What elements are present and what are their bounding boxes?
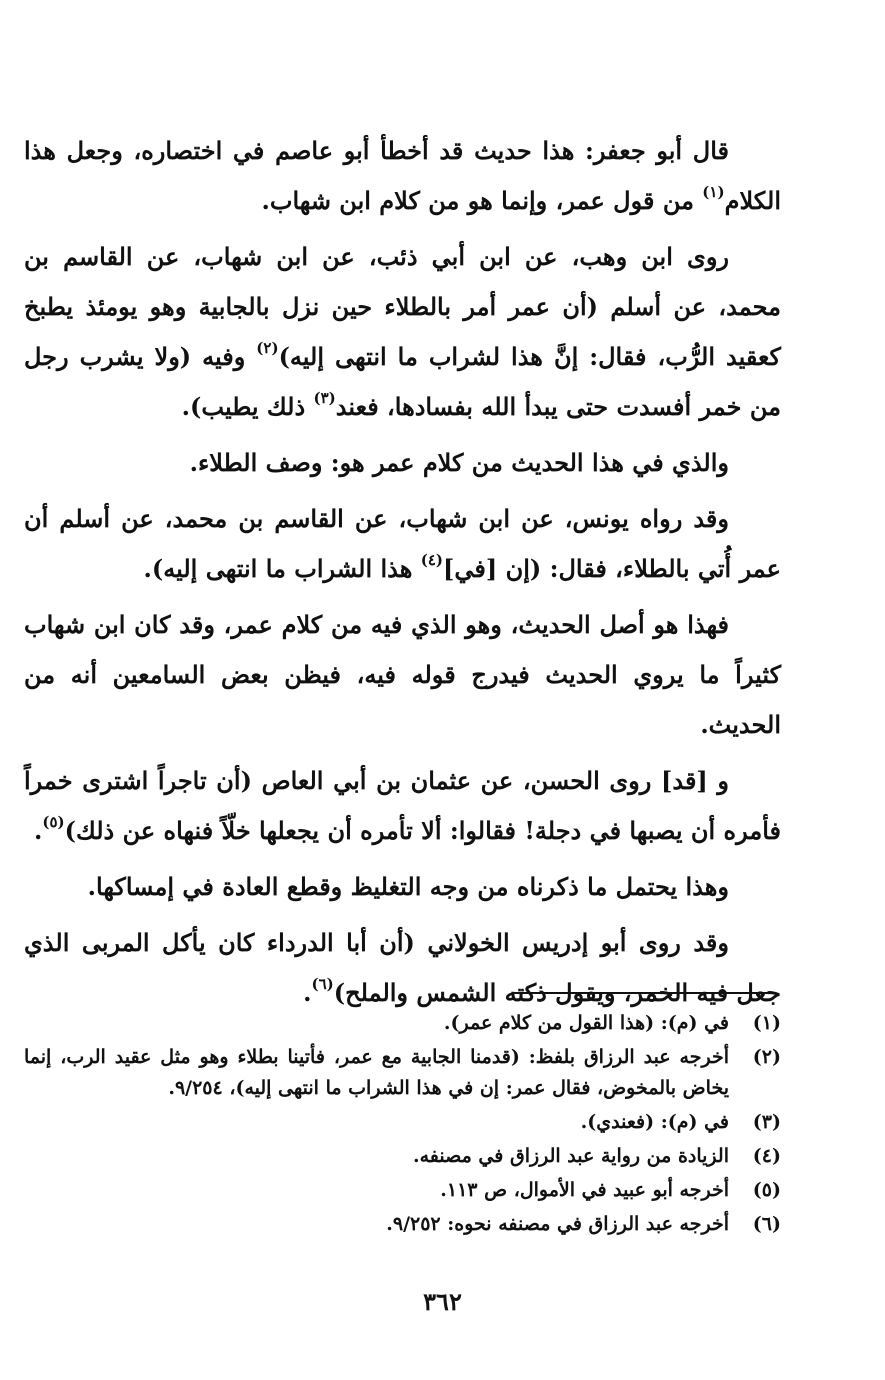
- text-segment: قال أبو جعفر: هذا حديث قد أخطأ أبو عاصم في اختصاره، وجعل هذا الكلام: [24, 136, 781, 215]
- text-segment: و [قد] روى الحسن، عن عثمان بن أبي العاص (أن تاجراً اشترى خمراً فأمره أن يصبها في دجلة! فقالوا: ألا تأمره أن يجعلها خلّاً فنهاه عن ذلك): [24, 766, 781, 845]
- footnote-text: أخرجه عبد الرزاق بلفظ: (قدمنا الجابية مع عمر، فأتينا بطلاء وهو مثل عقيد الرب، إنما يخاض بالمخوض، فقال عمر: إن في هذا الشراب ما انتهى إليه)، ٩/٢٥٤.: [24, 1046, 729, 1099]
- text-segment: وقد رواه يونس، عن ابن شهاب، عن القاسم بن محمد، عن أسلم أن عمر أُتي بالطلاء، فقال: (إن [في]: [24, 504, 781, 583]
- text-segment: هذا الشراب ما انتهى إليه).: [143, 554, 421, 583]
- footnotes: [24, 1008, 781, 1243]
- footnote-text: أخرجه أبو عبيد في الأموال، ص ١١٣.: [440, 1179, 729, 1201]
- footnote-6: [24, 1209, 781, 1240]
- paragraph-6: [24, 756, 781, 856]
- footnote-number: (٥): [752, 1179, 781, 1201]
- footnote-text: الزيادة من رواية عبد الرزاق في مصنفه.: [413, 1145, 729, 1167]
- footnote-text: أخرجه عبد الرزاق في مصنفه نحوه: ٩/٢٥٢.: [386, 1213, 729, 1235]
- text-segment: وقد روى أبو إدريس الخولاني (أن أبا الدرداء كان يأكل المربى الذي جعل فيه الخمر، ويقول ذكته الشمس والملح): [24, 928, 781, 1007]
- footnote-separator: [513, 992, 773, 994]
- text-segment: وهذا يحتمل ما ذكرناه من وجه التغليظ وقطع العادة في إمساكها.: [87, 872, 729, 901]
- footnote-ref-6: (٦): [311, 975, 334, 993]
- text-segment: روى ابن وهب، عن ابن أبي ذئب، عن ابن شهاب، عن القاسم بن محمد، عن أسلم (أن عمر أمر بالطلاء حين نزل بالجابية وهو يومئذ يطبخ كعقيد الرُّب، فقال: إنَّ هذا لشراب ما انتهى إليه): [24, 242, 781, 371]
- main-text: [24, 126, 781, 1024]
- footnote-ref-1: (١): [702, 183, 725, 201]
- footnote-4: [24, 1141, 781, 1172]
- text-segment: .: [33, 816, 43, 845]
- paragraph-3: [24, 438, 781, 488]
- text-segment: .: [303, 978, 312, 1007]
- footnote-text: في (م): (هذا القول من كلام عمر).: [443, 1012, 729, 1034]
- footnote-ref-3: (٣): [313, 389, 336, 407]
- footnote-number: (٢): [752, 1046, 781, 1068]
- text-segment: ذلك يطيب).: [181, 392, 314, 421]
- paragraph-5: [24, 600, 781, 750]
- footnote-text: في (م): (فعندي).: [580, 1111, 729, 1133]
- footnote-number: (١): [752, 1012, 781, 1034]
- text-segment: من قول عمر، وإنما هو من كلام ابن شهاب.: [261, 186, 703, 215]
- footnote-number: (٦): [752, 1213, 781, 1235]
- footnote-number: (٤): [752, 1145, 781, 1167]
- footnote-3: [24, 1107, 781, 1138]
- footnote-5: [24, 1175, 781, 1206]
- footnote-1: [24, 1008, 781, 1039]
- footnote-ref-5: (٥): [42, 813, 65, 831]
- paragraph-8: [24, 918, 781, 1018]
- paragraph-2: [24, 232, 781, 432]
- text-segment: وفيه (ولا يشرب رجل من خمر أفسدت حتى يبدأ الله بفسادها، فعند: [24, 342, 781, 421]
- text-segment: فهذا هو أصل الحديث، وهو الذي فيه من كلام عمر، وقد كان ابن شهاب كثيراً ما يروي الحديث فيدرج قوله فيه، فيظن بعض السامعين أنه من الحديث.: [24, 610, 781, 739]
- footnote-2: [24, 1042, 781, 1104]
- text-segment: والذي في هذا الحديث من كلام عمر هو: وصف الطلاء.: [189, 448, 729, 477]
- paragraph-7: [24, 862, 781, 912]
- footnote-number: (٣): [752, 1111, 781, 1133]
- paragraph-1: [24, 126, 781, 226]
- page-number: ٣٦٢: [423, 1287, 462, 1316]
- footnote-ref-4: (٤): [420, 551, 444, 569]
- footnote-ref-2: (٢): [256, 339, 279, 357]
- paragraph-4: [24, 494, 781, 594]
